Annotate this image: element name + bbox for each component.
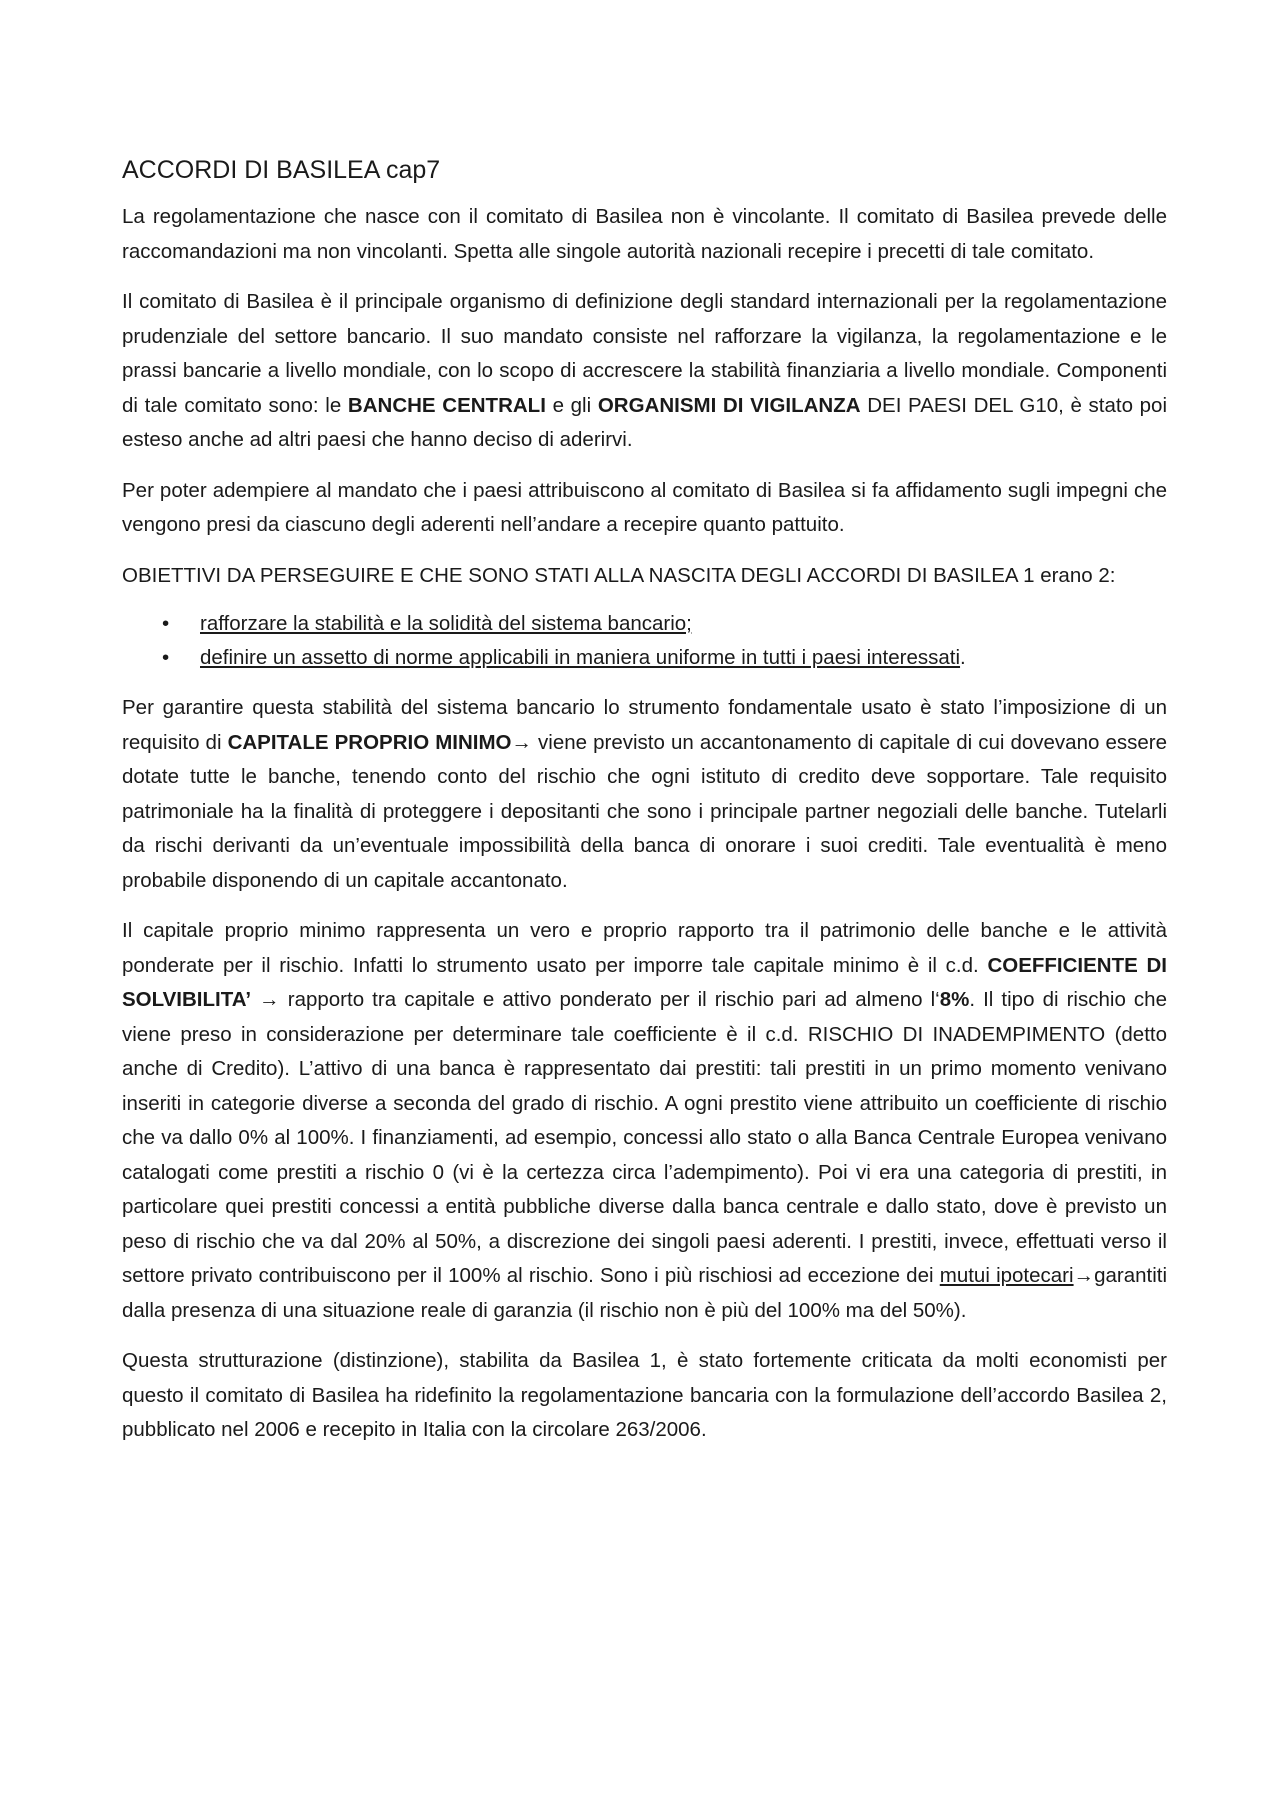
p6-text-d: . Il tipo di rischio che viene preso in considerazione per determinare tale coefficiente è il c.d. RISCHIO DI INADEMPIMENTO (detto anche di Credito). L’attivo di una banca è rappresentato dai prestiti: tali prestiti in un primo momento venivano inseriti in categorie diverse a seconda del grado di rischio. A ogni prestito viene attribuito un coefficiente di rischio che va dallo 0% al 100%. I finanziamenti, ad esempio, concessi allo stato o alla Banca Centrale Europea venivano catalogati come prestiti a rischio 0 (vi è la certezza circa l’adempimento). Poi vi era una categoria di prestiti, in particolare quei prestiti concessi a entità pubbliche diverse dalla banca centrale e dallo stato, dove è previsto un peso di rischio che va dal 20% al 50%, a discrezione dei singoli paesi aderenti. I prestiti, invece, effettuati verso il settore privato contribuiscono per il 100% al rischio. Sono i più rischiosi ad eccezione dei <box>122 988 1167 1287</box>
document-page <box>122 152 1167 1464</box>
p6-text-a: Il capitale proprio minimo rappresenta un vero e proprio rapporto tra il patrimonio delle banche e le attività ponderate per il rischio. Infatti lo strumento usato per imporre tale capitale minimo è il c.d. <box>122 919 1167 977</box>
p5-text-c: viene previsto un accantonamento di capitale di cui dovevano essere dotate tutte le banche, tenendo conto del rischio che ogni istituto di credito deve sopportare. Tale requisito patrimoniale ha la finalità di proteggere i depositanti che sono i principale partner negoziali delle banche. Tutelarli da rischi derivanti da un’eventuale impossibilità della banca di onorare i suoi crediti. Tale eventualità è meno probabile disponendo di un capitale accantonato. <box>122 730 1167 892</box>
list-item <box>122 641 1167 675</box>
list-item-text: rafforzare la stabilità e la solidità del sistema bancario; <box>200 612 692 635</box>
bullet-icon: • <box>162 646 170 669</box>
paragraph-3: Per poter adempiere al mandato che i paesi attribuiscono al comitato di Basilea si fa affidamento sugli impegni che vengono presi da ciascuno degli aderenti nell’andare a recepire quanto pattuito. <box>122 478 1167 536</box>
p6-underlined-mutui: mutui ipotecari <box>939 1264 1074 1287</box>
paragraph-1: La regolamentazione che nasce con il comitato di Basilea non è vincolante. Il comitato di Basilea prevede delle raccomandazioni ma non vincolanti. Spetta alle singole autorità nazionali recepire i precetti di tale comitato. <box>122 205 1167 263</box>
paragraph-7: Questa strutturazione (distinzione), stabilita da Basilea 1, è stato fortemente criticata da molti economisti per questo il comitato di Basilea ha ridefinito la regolamentazione bancaria con la formulazione dell’accordo Basilea 2, pubblicato nel 2006 e recepito in Italia con la circolare 263/2006. <box>122 1349 1167 1441</box>
paragraph-5 <box>122 691 1167 898</box>
paragraph-2 <box>122 285 1167 458</box>
arrow-right-icon: → <box>511 730 532 754</box>
arrow-right-icon: → <box>251 988 288 1011</box>
p2-text-c: e gli <box>545 393 598 417</box>
list-item-text: definire un assetto di norme applicabili in maniera uniforme in tutti i paesi interessati <box>200 646 961 669</box>
paragraph-4: OBIETTIVI DA PERSEGUIRE E CHE SONO STATI ALLA NASCITA DEGLI ACCORDI DI BASILEA 1 erano 2: <box>122 563 1116 587</box>
p5-bold-capitale-minimo: CAPITALE PROPRIO MINIMO <box>227 730 512 754</box>
p5-text-a: Per garantire questa stabilità del sistema bancario lo strumento fondamentale usato è stato l’imposizione di un requisito di <box>122 696 1167 754</box>
paragraph-6 <box>122 914 1167 1328</box>
p2-text-a: Il comitato di Basilea è il principale organismo di definizione degli standard internazionali per la regolamentazione prudenziale del settore bancario. Il suo mandato consiste nel rafforzare la vigilanza, la regolamentazione e le prassi bancarie a livello mondiale, con lo scopo di accrescere la stabilità finanziaria a livello mondiale. Componenti di tale comitato sono: le <box>122 290 1167 417</box>
p2-bold-banche-centrali: BANCHE CENTRALI <box>347 393 546 417</box>
document-title: ACCORDI DI BASILEA cap7 <box>122 156 441 184</box>
p6-text-c: rapporto tra capitale e attivo ponderato per il rischio pari ad almeno l‘ <box>287 988 940 1011</box>
bullet-icon: • <box>162 612 170 635</box>
p6-bold-8-percent: 8% <box>939 988 970 1011</box>
objectives-list <box>122 607 1167 675</box>
p6-bold-coefficiente: COEFFICIENTE DI SOLVIBILITA’ <box>122 953 1167 1011</box>
list-item <box>122 607 1167 641</box>
arrow-right-icon: → <box>1073 1264 1095 1287</box>
p2-bold-organismi-vigilanza: ORGANISMI DI VIGILANZA <box>597 393 861 417</box>
list-item-tail: . <box>960 646 966 669</box>
p6-text-e: garantiti dalla presenza di una situazione reale di garanzia (il rischio non è più del 100% ma del 50%). <box>122 1264 1168 1322</box>
p2-text-d: DEI PAESI DEL G10, è stato poi esteso anche ad altri paesi che hanno deciso di aderirvi. <box>122 393 1167 451</box>
